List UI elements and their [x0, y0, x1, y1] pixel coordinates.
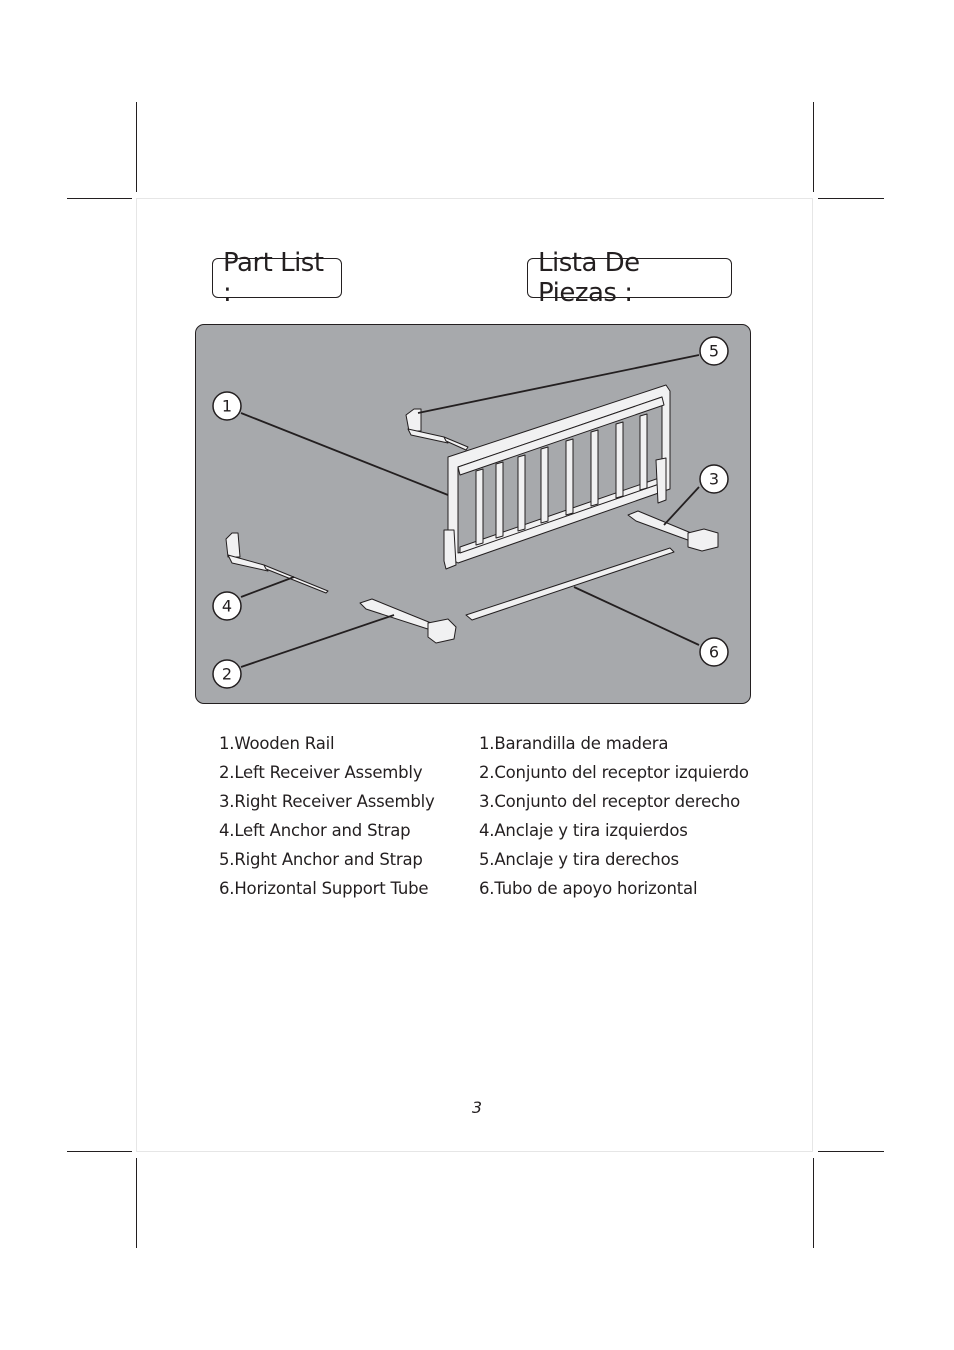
callout-4-label: 4	[221, 596, 233, 616]
part-item-en: 1.Wooden Rail	[219, 734, 335, 753]
part-item-es: 6.Tubo de apoyo horizontal	[479, 879, 698, 898]
part-item-es: 1.Barandilla de madera	[479, 734, 669, 753]
callout-5-label: 5	[708, 341, 720, 361]
crop-mark-top-right-h	[818, 198, 884, 199]
part-item-en: 3.Right Receiver Assembly	[219, 792, 435, 811]
callout-3-label: 3	[708, 469, 720, 489]
crop-mark-top-right-v	[813, 102, 814, 192]
part-list-english	[219, 729, 435, 903]
crop-mark-top-left-h	[67, 198, 132, 199]
lista-de-piezas-heading	[527, 248, 732, 308]
part-item-es: 2.Conjunto del receptor izquierdo	[479, 763, 749, 782]
part-list-heading	[212, 248, 342, 308]
callout-6-label: 6	[708, 642, 720, 662]
part-item-es: 3.Conjunto del receptor derecho	[479, 792, 741, 811]
part-item-es: 5.Anclaje y tira derechos	[479, 850, 679, 869]
part-item-en: 2.Left Receiver Assembly	[219, 763, 423, 782]
page-number: 3	[471, 1098, 483, 1117]
right-receiver-assembly-illustration	[628, 511, 718, 551]
crop-mark-top-left-v	[136, 102, 137, 192]
part-list-heading-text: Part List :	[223, 248, 324, 308]
wooden-rail-illustration	[444, 385, 670, 569]
part-item-en: 5.Right Anchor and Strap	[219, 850, 423, 869]
crop-mark-bottom-right-h	[818, 1151, 884, 1152]
callout-1-label: 1	[221, 396, 233, 416]
part-item-en: 4.Left Anchor and Strap	[219, 821, 411, 840]
part-item-es: 4.Anclaje y tira izquierdos	[479, 821, 688, 840]
parts-diagram	[195, 324, 751, 704]
part-item-en: 6.Horizontal Support Tube	[219, 879, 429, 898]
callout-2-label: 2	[221, 664, 233, 684]
crop-mark-bottom-left-v	[136, 1158, 137, 1248]
horizontal-support-tube-illustration	[466, 548, 674, 620]
lista-de-piezas-heading-text: Lista De Piezas :	[538, 248, 640, 308]
part-list-spanish	[479, 729, 749, 903]
parts-diagram-illustration	[196, 325, 751, 704]
crop-mark-bottom-left-h	[67, 1151, 132, 1152]
crop-mark-bottom-right-v	[813, 1158, 814, 1248]
right-anchor-strap-illustration	[406, 409, 468, 450]
